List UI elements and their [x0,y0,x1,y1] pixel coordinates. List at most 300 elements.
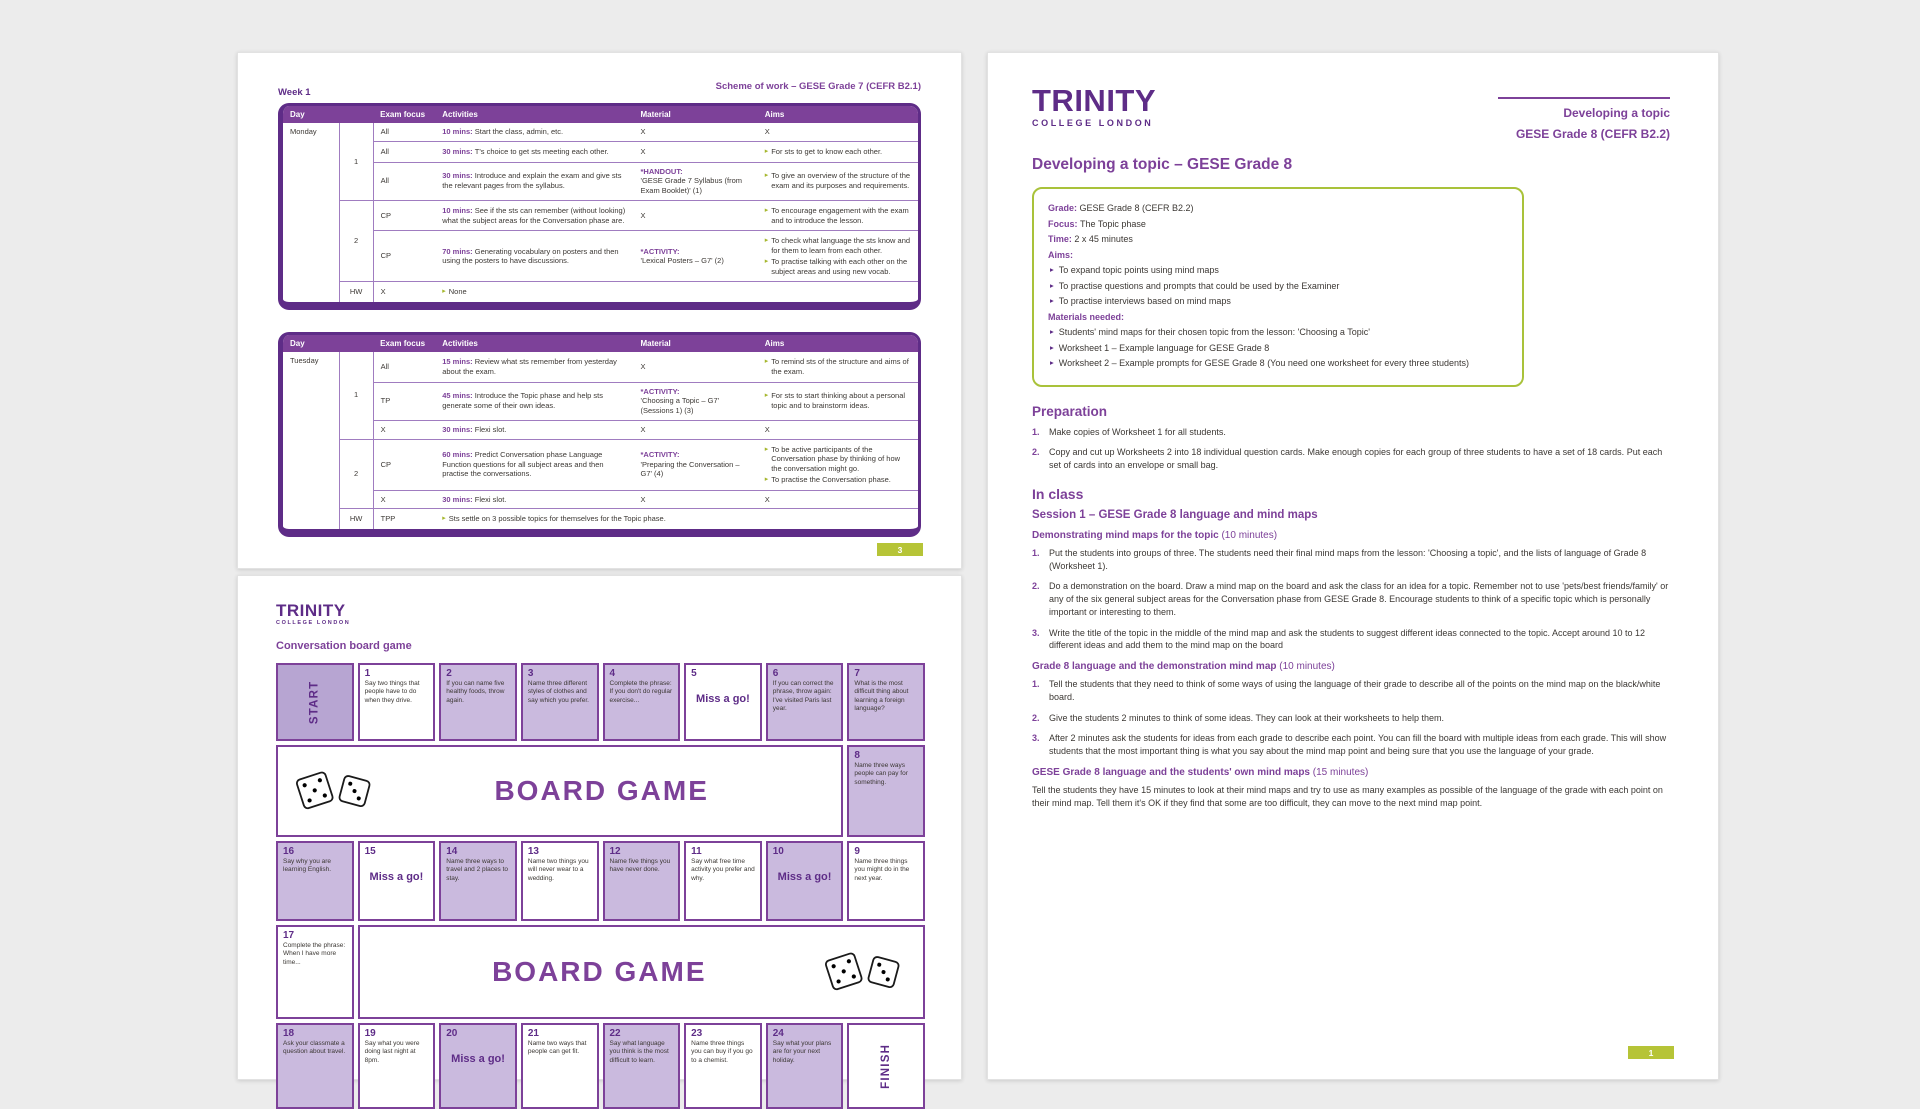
bullet-arrow-icon: ▸ [1050,358,1054,367]
info-value: 2 x 45 minutes [1074,234,1133,244]
material-name: 'Choosing a Topic – G7' (Sessions 1) (3) [640,396,720,415]
finish-cell [847,1023,925,1109]
aim-text: To check what language the sts know and for them to learn from each other. [771,236,911,255]
board-cell [766,663,844,741]
table-row [283,352,918,382]
board-cell-text: Say what your plans are for your next holiday. [772,1040,832,1064]
board-cell-text: Complete the phrase: If you don't do regular exercise... [609,680,673,704]
aims-item-text: To practise interviews based on mind maps [1058,296,1231,306]
board-cell-text: Name three different styles of clothes and say which you prefer. [527,680,589,704]
table-row [283,490,918,509]
table-header-row [283,335,918,352]
material-name: X [640,424,646,434]
section-heading [1032,767,1670,778]
aim-item [765,147,911,157]
material-cell [634,420,758,439]
board-cell-text: Say two things that people have to do when they drive. [364,680,420,704]
board-cell-number: 6 [772,668,779,679]
board-cell-text: What is the most difficult thing about learning a foreign language? [854,680,909,712]
aim-text: To be active participants of the Conversation phase by thinking of how the conversation might go. [771,444,901,473]
bullet-arrow-icon: ▸ [1050,296,1054,305]
activity-cell [435,231,633,282]
board-cell [603,663,681,741]
aim-item [765,171,911,191]
aim-item [765,391,911,411]
dice-icon [292,765,376,817]
board-cell-text: Name three ways to travel and 2 places to stay. [446,858,509,882]
board-cell-number: 1 [364,668,371,679]
page-corner-header [1498,97,1670,141]
board-cell-number: 2 [446,668,452,679]
section-duration: (10 minutes) [1221,529,1278,541]
board-cell-text: Say what you were doing last night at 8pm. [364,1040,420,1064]
board-cell [439,841,517,921]
section-duration: (15 minutes) [1312,766,1369,778]
activity-text: T's choice to get sts meeting each other. [474,146,609,156]
board-cell-number: 9 [854,846,860,857]
board-cell [358,663,436,741]
aims-cell [758,352,918,382]
exam-focus-cell: CP [373,200,435,231]
activity-text: Flexi slot. [474,424,507,434]
board-cell [276,841,354,921]
info-row [1048,218,1508,232]
board-cell [358,1023,436,1109]
trinity-logo-subtitle: COLLEGE LONDON [276,620,351,626]
aim-text: To remind sts of the structure and aims of the exam. [771,357,909,376]
section-step [1032,732,1670,758]
material-cell [634,162,758,200]
board-cell-number: 19 [364,1028,376,1039]
bullet-arrow-icon: ▸ [1050,265,1054,274]
board-cell-number: 20 [446,1028,458,1039]
section-step [1032,580,1670,618]
step-number: 2. [1032,712,1040,723]
preparation-heading: Preparation [1032,403,1108,419]
exam-focus-cell: TP [373,382,435,420]
aim-item [765,257,911,277]
section-title: Demonstrating mind maps for the topic [1032,529,1222,541]
board-cell-text: Name three things you might do in the next year. [854,858,910,882]
material-name: 'Preparing the Conversation – G7' (4) [640,459,740,479]
aim-text: X [764,494,770,504]
activity-cell [435,439,633,490]
exam-focus-cell: All [380,361,389,371]
activity-time: 30 mins: [442,146,475,156]
table-row [283,162,918,200]
step-text: Tell the students that they need to think of some ways of using the language of their grade to describe all of the points on the mind map on the black/white board. [1049,679,1661,702]
lesson-heading: Developing a topic – GESE Grade 8 [1032,156,1293,173]
aims-cell [758,162,918,200]
board-cell-number: 8 [854,750,860,761]
material-name: 'GESE Grade 7 Syllabus (from Exam Booklet)' (1) [640,176,742,195]
material-cell [634,382,758,420]
board-cell-number: 14 [446,846,458,857]
board-cell-number: 24 [772,1028,784,1039]
col-header-day: Day [283,106,373,123]
aims-label: Aims: [1048,249,1074,260]
bullet-arrow-icon: ▸ [764,237,769,245]
info-label: Time: [1048,234,1075,244]
board-cell [847,745,925,837]
aim-item [765,445,911,474]
activity-cell [435,123,633,141]
aims-item-text: To practise questions and prompts that could be used by the Examiner [1058,280,1340,291]
table-row [283,420,918,439]
bullet-arrow-icon: ▸ [764,147,769,155]
activity-text: Introduce the Topic phase and help sts generate some of their own ideas. [442,391,604,411]
aims-cell [758,231,918,282]
board-cell-text: Miss a go! [696,693,750,705]
aim-item [765,206,911,226]
aim-text: For sts to start thinking about a personal topic and to brainstorm ideas. [771,391,906,411]
materials-item [1050,357,1508,371]
table-row [283,141,918,162]
board-game-label: BOARD GAME [492,956,707,987]
section-duration: (10 minutes) [1279,661,1335,673]
board-cell [358,841,436,921]
activity-text: Generating vocabulary on posters and then using the posters to have discussions. [442,246,619,266]
board-cell-number: 11 [691,846,702,857]
table-row [283,231,918,282]
materials-item [1050,326,1508,340]
aims-cell [758,200,918,231]
board-cell-text: Name five things you have never done. [609,858,671,874]
exam-focus-cell: CP [373,231,435,282]
scheme-table [283,335,918,529]
aims-item [1050,264,1508,278]
material-label: *ACTIVITY: [640,386,680,396]
session-heading: Session 1 – GESE Grade 8 language and mind maps [1032,508,1318,521]
homework-note-cell [435,282,918,302]
board-cell-number: 12 [609,846,621,857]
material-name: X [640,210,646,220]
material-name: X [640,361,646,371]
table-row [283,123,918,141]
aims-cell [758,382,918,420]
board-cell-text: Name three ways people can pay for something. [854,762,908,786]
activity-time: 10 mins: [442,205,475,215]
session-number-cell: 1 [339,352,373,439]
info-row [1048,233,1508,247]
board-cell-text: Complete the phrase: When I have more time... [283,942,346,966]
material-cell [634,352,758,382]
aim-text: To encourage engagement with the exam and to introduce the lesson. [771,205,909,225]
materials-item-text: Worksheet 1 – Example language for GESE Grade 8 [1058,342,1270,353]
material-label: *ACTIVITY: [640,449,680,459]
board-cell-text: If you can correct the phrase, throw again: I've visited Paris last year. [772,680,834,712]
materials-item-text: Worksheet 2 – Example prompts for GESE Grade 8 (You need one worksheet for every three students) [1058,358,1469,368]
table-header-row [283,106,918,123]
board-cell-text: Miss a go! [369,871,424,883]
board-cell-number: 16 [283,846,295,857]
bullet-arrow-icon: ▸ [764,358,769,365]
preparation-step [1032,446,1670,472]
board-cell-number: 4 [609,668,616,679]
homework-focus-cell: TPP [373,509,435,529]
scheme-title: Scheme of work – GESE Grade 7 (CEFR B2.1) [715,81,921,92]
activity-time: 60 mins: [442,449,475,459]
activity-text: Predict Conversation phase Language Function questions for all subject areas and then practise the conversations. [442,449,604,479]
in-class-heading: In class [1032,485,1084,502]
activity-text: Review what sts remember from yesterday about the exam. [442,357,617,376]
aims-cell [758,141,918,162]
bullet-arrow-icon: ▸ [764,392,769,400]
col-header: Activities [435,106,633,123]
trinity-logo [276,602,923,626]
table-row [283,382,918,420]
board-cell-number: 7 [854,668,860,679]
day-cell: Monday [283,123,339,302]
aims-cell [758,123,918,141]
exam-focus-cell: X [373,490,435,509]
info-value: The Topic phase [1080,218,1146,229]
material-cell [634,123,758,141]
step-number: 1. [1032,679,1040,690]
info-label: Grade: [1048,203,1080,213]
board-cell [847,663,925,741]
lesson-info-box [1032,187,1524,387]
material-cell [634,490,758,509]
material-label: *HANDOUT: [640,166,683,176]
activity-time: 45 mins: [442,391,475,401]
page-number-badge: 3 [877,543,923,556]
aims-item [1050,295,1508,309]
materials-label: Materials needed: [1048,311,1125,322]
activity-cell [435,141,633,162]
aim-item [765,357,911,377]
material-name: X [640,127,646,136]
board-cell-number: 23 [691,1028,703,1039]
board-cell-text: Say what language you think is the most difficult to learn. [609,1040,669,1064]
step-number: 3. [1032,733,1040,744]
section-step [1032,678,1670,704]
aims-cell [758,490,918,509]
exam-focus-cell: X [373,420,435,439]
homework-note [442,287,911,297]
page-number-badge: 1 [1628,1046,1674,1059]
table-row [283,439,918,490]
aims-cell [758,420,918,439]
board-cell-text: Name two ways that people can get fit. [527,1040,587,1056]
bullet-arrow-icon: ▸ [764,206,769,214]
lesson-plan-page [987,52,1719,1080]
section-steps [1032,547,1670,652]
board-cell-text: Say why you are learning English. [283,858,332,874]
board-cell [684,663,762,741]
info-label: Focus: [1048,218,1081,229]
board-cell-number: 13 [527,846,539,857]
bullet-arrow-icon: ▸ [442,515,446,523]
board-cell-number: 21 [527,1028,539,1039]
col-header: Aims [758,335,918,352]
material-name: 'Lexical Posters – G7' (2) [640,256,724,266]
board-game-label: BOARD GAME [494,775,709,806]
aim-item [765,236,911,256]
board-cell [847,841,925,921]
col-header: Exam focus [373,335,435,352]
activity-cell [435,490,633,509]
activity-time: 15 mins: [442,357,475,366]
board-cell [521,1023,599,1109]
week-label: Week 1 [278,87,311,98]
bullet-arrow-icon: ▸ [764,445,769,453]
homework-focus-cell: X [373,282,435,302]
scheme-table [283,106,918,302]
aims-cell [758,439,918,490]
board-cell [276,925,354,1019]
homework-row [283,509,918,529]
board-cell [766,841,844,921]
activity-cell [435,420,633,439]
col-header: Aims [758,106,918,123]
board-game-title: Conversation board game [276,640,412,652]
board-cell-number: 17 [283,930,295,941]
board-cell [521,663,599,741]
material-cell [634,439,758,490]
scheme-of-work-page [237,52,962,569]
board-cell-text: Miss a go! [777,871,832,883]
board-game-grid [276,663,925,1109]
section-title: GESE Grade 8 language and the students' own mind maps [1032,766,1313,778]
col-header-day: Day [283,335,373,352]
board-cell-text: Name three things you can buy if you go to a chemist. [691,1040,753,1064]
board-cell [684,841,762,921]
activity-time: 10 mins: [442,127,475,136]
material-cell [634,141,758,162]
exam-focus-cell: CP [373,439,435,490]
section-step [1032,712,1670,725]
finish-label: FINISH [879,1043,892,1089]
board-cell-number: 18 [283,1028,295,1039]
trinity-logo-subtitle: COLLEGE LONDON [1032,118,1154,128]
board-game-page [237,575,962,1089]
activity-text: Introduce and explain the exam and give sts the relevant pages from the syllabus. [442,171,622,191]
board-cell-number: 15 [364,846,376,857]
exam-focus-cell: All [380,127,389,136]
col-header: Exam focus [373,106,435,123]
bullet-arrow-icon: ▸ [442,288,446,296]
step-text: Do a demonstration on the board. Draw a mind map on the board and ask the class for an idea for a topic. Remember not to use 'pets/best friends/family' or any of the six general subject areas for the Conversation phase from GESE Grade 8. Encourage students to think of a specific topic which is personally important or interesting to them. [1049,581,1669,617]
aim-text: For sts to get to know each other. [771,146,883,156]
step-number: 1. [1032,547,1040,558]
activity-cell [435,200,633,231]
material-cell [634,231,758,282]
aim-text: To practise the Conversation phase. [771,474,891,484]
monday-table [278,103,921,310]
homework-label-cell: HW [339,282,373,302]
trinity-logo-wordmark: TRINITY [1032,83,1157,118]
bullet-arrow-icon: ▸ [764,172,769,180]
board-cell-text: If you can name five healthy foods, throw again. [446,680,505,704]
step-text: Make copies of Worksheet 1 for all students. [1049,426,1226,437]
bullet-arrow-icon: ▸ [1050,327,1054,336]
session-number-cell: 1 [339,123,373,200]
step-text: Give the students 2 minutes to think of some ideas. They can look at their worksheets to help them. [1049,712,1445,723]
step-number: 2. [1032,581,1040,592]
board-cell-number: 3 [527,668,534,679]
section-heading [1032,661,1670,672]
activity-text: Flexi slot. [474,494,507,504]
step-number: 2. [1032,447,1040,458]
board-cell [684,1023,762,1109]
board-cell [521,841,599,921]
materials-item-text: Students' mind maps for their chosen topic from the lesson: 'Choosing a Topic' [1058,327,1370,337]
board-cell [603,841,681,921]
board-cell [439,663,517,741]
activity-time: 30 mins: [442,494,475,504]
material-label: *ACTIVITY: [640,246,680,256]
tuesday-table [278,332,921,537]
board-cell [603,1023,681,1109]
materials-item [1050,342,1508,356]
activity-time: 30 mins: [442,424,475,434]
board-cell-text: Say what free time activity you prefer and why. [691,858,755,882]
start-label: START [308,680,321,724]
section-steps [1032,678,1670,758]
aims-item [1050,280,1508,294]
step-text: Copy and cut up Worksheets 2 into 18 individual question cards. Make enough copies for each group of three students to have a set of 18 cards. Put each set of cards into an envelope or small bag. [1049,447,1663,471]
lesson-sections [1032,530,1670,810]
homework-note [442,514,911,524]
activity-time: 30 mins: [442,171,475,181]
info-value: GESE Grade 8 (CEFR B2.2) [1079,203,1194,213]
step-text: After 2 minutes ask the students for ideas from each grade to describe each point. You can fill the board with multiple ideas from each grade. This will show students that the most important thing is what you say about the mind map point and being sure that you use the language of your grade. [1049,733,1667,757]
homework-row [283,282,918,302]
col-header: Material [634,335,758,352]
col-header: Material [634,106,758,123]
corner-rule [1498,97,1670,99]
board-cell [439,1023,517,1109]
start-cell [276,663,354,741]
aim-text: To practise talking with each other on the subject areas and using new vocab. [771,256,908,276]
material-cell [634,200,758,231]
material-name: X [640,494,646,504]
board-game-banner [358,925,925,1019]
exam-focus-cell: All [373,162,435,200]
step-text: Put the students into groups of three. The students need their final mind maps from the lesson: 'Choosing a topic', and the lists of language of Grade 8 (Worksheet 1). [1049,547,1647,571]
table-row [283,200,918,231]
board-cell-text: Name two things you will never wear to a wedding. [527,858,589,882]
aim-text: X [764,127,770,136]
preparation-step [1032,426,1670,439]
session-number-cell: 2 [339,200,373,282]
trinity-logo-wordmark: TRINITY [276,601,346,620]
corner-grade-label: GESE Grade 8 (CEFR B2.2) [1515,127,1670,141]
aim-text: X [764,424,770,434]
activity-cell [435,162,633,200]
board-cell-number: 22 [609,1028,621,1039]
preparation-list [1032,426,1670,472]
bullet-arrow-icon: ▸ [1050,280,1054,290]
board-cell-number: 10 [772,846,784,857]
board-cell-text: Ask your classmate a question about travel. [283,1040,346,1056]
activity-cell [435,382,633,420]
bullet-arrow-icon: ▸ [1050,342,1054,352]
day-cell: Tuesday [283,352,339,529]
material-name: X [640,146,646,156]
board-cell [766,1023,844,1109]
info-row [1048,202,1508,216]
board-cell [276,1023,354,1109]
aim-text: To give an overview of the structure of the exam and its purposes and requirements. [771,171,911,191]
exam-focus-cell: All [373,141,435,162]
activity-cell [435,352,633,382]
homework-note-text: None [448,287,467,297]
section-step [1032,627,1670,653]
step-number: 3. [1032,627,1040,638]
board-cell-text: Miss a go! [451,1053,505,1065]
